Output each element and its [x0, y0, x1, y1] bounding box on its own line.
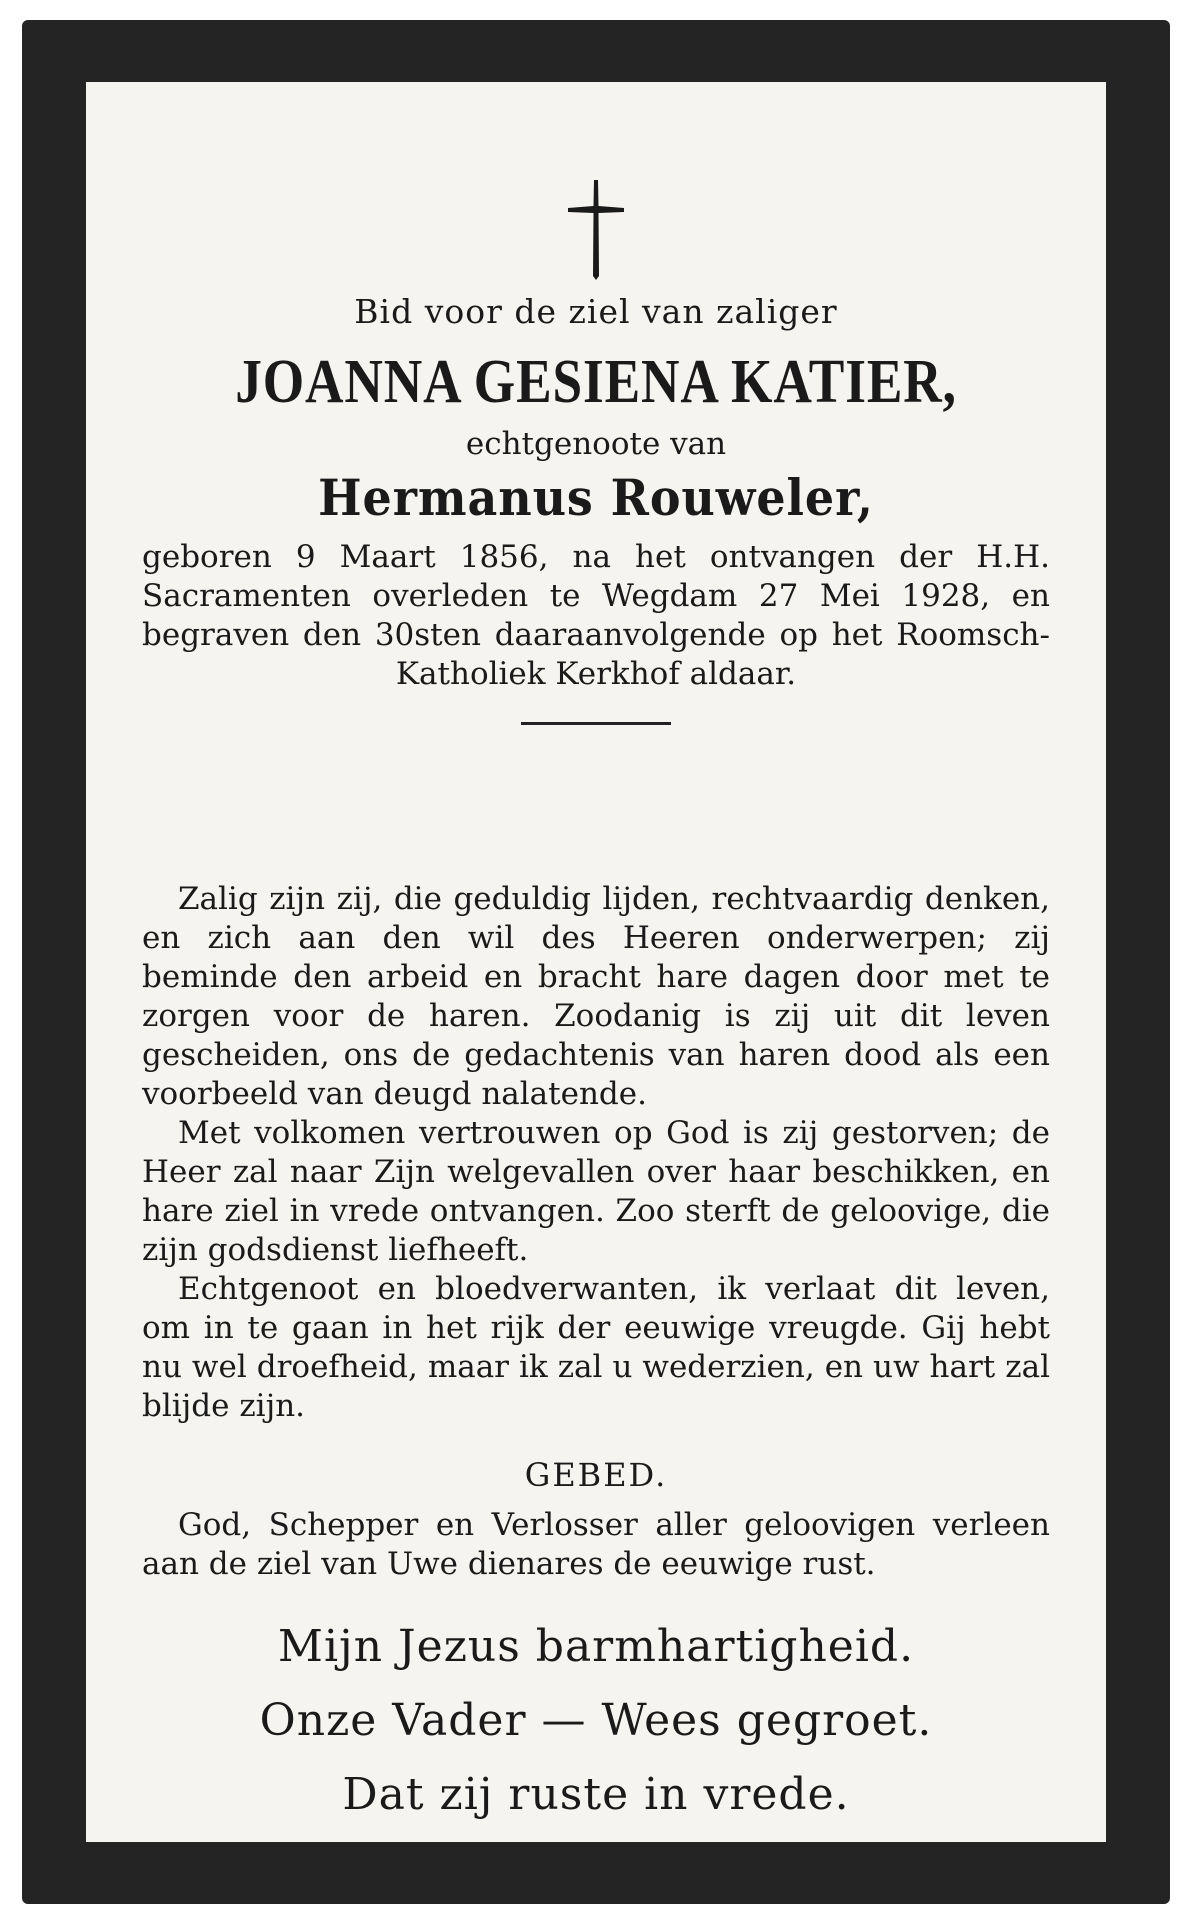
prayer-title: GEBED.: [524, 1456, 668, 1494]
paragraph-1: Zalig zijn zij, die geduldig lijden, rechtvaardig denken, en zich aan den wil des Heeren onderwerpen; zij beminde den arbeid en bracht hare dagen door met te zorgen voor de haren. Zoodanig is zij uit dit leven gescheiden, ons de gedachtenis van haren dood als een voorbeeld van deugd nalatende.: [142, 881, 1050, 1112]
closing-line-3: Dat zij ruste in vrede.: [342, 1769, 850, 1820]
spouse-intro-text: echtgenoote van: [465, 426, 727, 462]
prayer-text: God, Schepper en Verlosser aller geloovigen verleen aan de ziel van Uwe dienares de eeuwige rust.: [142, 1507, 1050, 1582]
latin-cross-icon: [566, 180, 626, 280]
spouse-name: Hermanus Rouweler,: [318, 468, 874, 527]
card-paper: [86, 82, 1106, 1842]
closing-lines: [142, 1610, 1050, 1832]
card-body: [142, 880, 1050, 1832]
closing-line-2: Onze Vader — Wees gegroet.: [259, 1695, 933, 1746]
deceased-name: JOANNA GESIENA KATIER,: [235, 348, 957, 416]
paragraph-3: Echtgenoot en bloedverwanten, ik verlaat dit leven, om in te gaan in het rijk der eeuwige vreugde. Gij hebt nu wel droefheid, maar ik zal u wederzien, en uw hart zal blijde zijn.: [142, 1271, 1050, 1424]
intro-text: Bid voor de ziel van zaliger: [354, 292, 838, 331]
divider: [521, 722, 671, 725]
memorial-card: [22, 20, 1170, 1904]
paragraph-2: Met volkomen vertrouwen op God is zij gestorven; de Heer zal naar Zijn welgevallen over haar beschikken, en hare ziel in vrede ontvangen. Zoo sterft de geloovige, die zijn godsdienst liefheeft.: [142, 1115, 1050, 1268]
life-dates-text: geboren 9 Maart 1856, na het ontvangen der H.H. Sacramenten overleden te Wegdam 27 Mei 1928, en begraven den 30sten daaraanvolgende op het Roomsch-Katholiek Kerkhof aldaar.: [142, 539, 1050, 692]
card-header: [142, 290, 1050, 751]
closing-line-1: Mijn Jezus barmhartigheid.: [277, 1621, 915, 1672]
